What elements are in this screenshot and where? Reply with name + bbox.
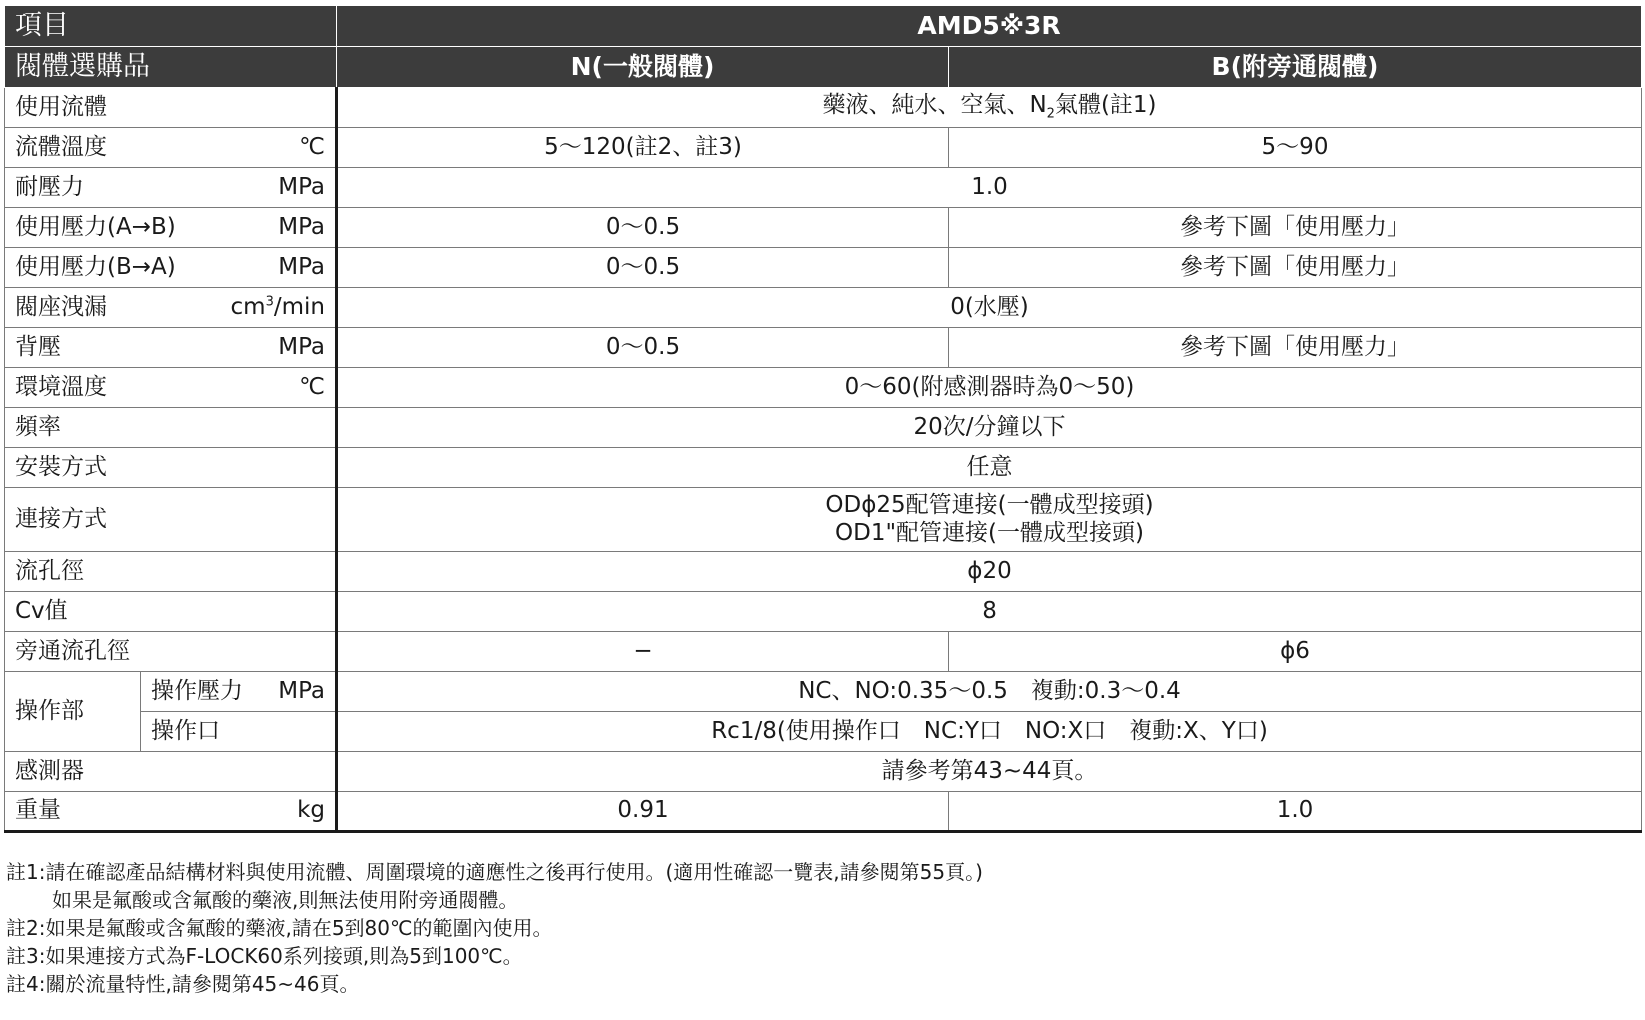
- pressure-ab-label: 使用壓力(A→B) MPa: [5, 208, 337, 248]
- seat-leak-value: 0(水壓): [337, 288, 1642, 328]
- operation-port-value: Rc1/8(使用操作口 NC:Y口 NO:X口 複動:X、Y口): [337, 712, 1642, 752]
- row-operation-pressure: [5, 672, 1642, 712]
- row-fluid-temp: [5, 128, 1642, 168]
- weight-b: 1.0: [949, 792, 1642, 832]
- pressure-ab-b: 參考下圖「使用壓力」: [949, 208, 1642, 248]
- row-orifice: [5, 552, 1642, 592]
- mounting-value: 任意: [337, 448, 1642, 488]
- unit: ℃: [299, 133, 325, 160]
- unit: MPa: [278, 173, 325, 200]
- options-header: 閥體選購品: [5, 47, 337, 88]
- fluid-label: 使用流體: [5, 88, 337, 128]
- bypass-orifice-b: ϕ6: [949, 632, 1642, 672]
- unit: MPa: [278, 333, 325, 360]
- row-frequency: [5, 408, 1642, 448]
- row-cv: [5, 592, 1642, 632]
- pressure-ba-b: 參考下圖「使用壓力」: [949, 248, 1642, 288]
- back-pressure-b: 參考下圖「使用壓力」: [949, 328, 1642, 368]
- note-1-continued: 如果是氟酸或含氟酸的藥液,則無法使用附旁通閥體。: [52, 888, 519, 912]
- sensor-value: 請參考第43~44頁。: [337, 752, 1642, 792]
- unit: $cm^3/\min$: [230, 293, 325, 320]
- unit: MPa: [278, 213, 325, 240]
- back-pressure-n: 0～0.5: [337, 328, 949, 368]
- operation-label: 操作部: [5, 672, 141, 752]
- note-1: 註1:請在確認產品結構材料與使用流體、周圍環境的適應性之後再行使用。(適用性確認一覽表,請參閱第55頁。): [6, 860, 983, 884]
- connection-line-1: ODϕ25配管連接(一體成型接頭): [825, 491, 1154, 518]
- unit: kg: [297, 797, 325, 824]
- proof-pressure-label: 耐壓力 MPa: [5, 168, 337, 208]
- option-b-header: B(附旁通閥體): [949, 47, 1642, 88]
- fluid-temp-label: 流體溫度 ℃: [5, 128, 337, 168]
- ambient-temp-value: 0～60(附感測器時為0～50): [337, 368, 1642, 408]
- connection-line-2: OD1"配管連接(一體成型接頭): [835, 519, 1144, 546]
- header-row-model: [5, 6, 1642, 47]
- bypass-orifice-n: −: [337, 632, 949, 672]
- frequency-value: 20次/分鐘以下: [337, 408, 1642, 448]
- operation-port-label: 操作口: [141, 712, 337, 752]
- proof-pressure-value: 1.0: [337, 168, 1642, 208]
- cv-value: 8: [337, 592, 1642, 632]
- operation-pressure-value: NC、NO:0.35～0.5 複動:0.3～0.4: [337, 672, 1642, 712]
- bypass-orifice-label: 旁通流孔徑: [5, 632, 337, 672]
- row-bypass-orifice: [5, 632, 1642, 672]
- note-3: 註3:如果連接方式為F-LOCK60系列接頭,則為5到100℃。: [6, 944, 523, 968]
- unit: ℃: [299, 373, 325, 400]
- connection-label: 連接方式: [5, 488, 337, 552]
- weight-n: 0.91: [337, 792, 949, 832]
- orifice-value: ϕ20: [337, 552, 1642, 592]
- pressure-ba-n: 0～0.5: [337, 248, 949, 288]
- footnotes: [6, 858, 983, 998]
- ambient-temp-label: 環境溫度 ℃: [5, 368, 337, 408]
- row-proof-pressure: [5, 168, 1642, 208]
- note-2: 註2:如果是氟酸或含氟酸的藥液,請在5到80℃的範圍內使用。: [6, 916, 553, 940]
- row-ambient-temp: [5, 368, 1642, 408]
- row-sensor: [5, 752, 1642, 792]
- fluid-value: 藥液、純水、空氣、$N_2$氣體(註1): [337, 88, 1642, 128]
- row-pressure-ab: [5, 208, 1642, 248]
- row-pressure-ba: [5, 248, 1642, 288]
- option-n-header: N(一般閥體): [337, 47, 949, 88]
- orifice-label: 流孔徑: [5, 552, 337, 592]
- mounting-label: 安裝方式: [5, 448, 337, 488]
- pressure-ab-n: 0～0.5: [337, 208, 949, 248]
- row-connection: [5, 488, 1642, 552]
- fluid-temp-b: 5～90: [949, 128, 1642, 168]
- back-pressure-label: 背壓 MPa: [5, 328, 337, 368]
- operation-pressure-label: 操作壓力 MPa: [141, 672, 337, 712]
- row-back-pressure: [5, 328, 1642, 368]
- connection-value: [337, 488, 1642, 552]
- sensor-label: 感測器: [5, 752, 337, 792]
- row-seat-leak: [5, 288, 1642, 328]
- header-row-options: [5, 47, 1642, 88]
- row-mounting: [5, 448, 1642, 488]
- item-header: 項目: [5, 6, 337, 47]
- note-4: 註4:關於流量特性,請參閱第45~46頁。: [6, 972, 360, 996]
- unit: MPa: [278, 677, 325, 704]
- frequency-label: 頻率: [5, 408, 337, 448]
- row-operation-port: [5, 712, 1642, 752]
- fluid-temp-n: 5～120(註2、註3): [337, 128, 949, 168]
- pressure-ba-label: 使用壓力(B→A) MPa: [5, 248, 337, 288]
- row-weight: [5, 792, 1642, 832]
- seat-leak-label: 閥座洩漏 $cm^3/\min$: [5, 288, 337, 328]
- cv-label: Cv值: [5, 592, 337, 632]
- weight-label: 重量 kg: [5, 792, 337, 832]
- unit: MPa: [278, 253, 325, 280]
- spec-table: [4, 5, 1642, 833]
- model-header: AMD5※3R: [337, 6, 1642, 47]
- row-fluid: [5, 88, 1642, 128]
